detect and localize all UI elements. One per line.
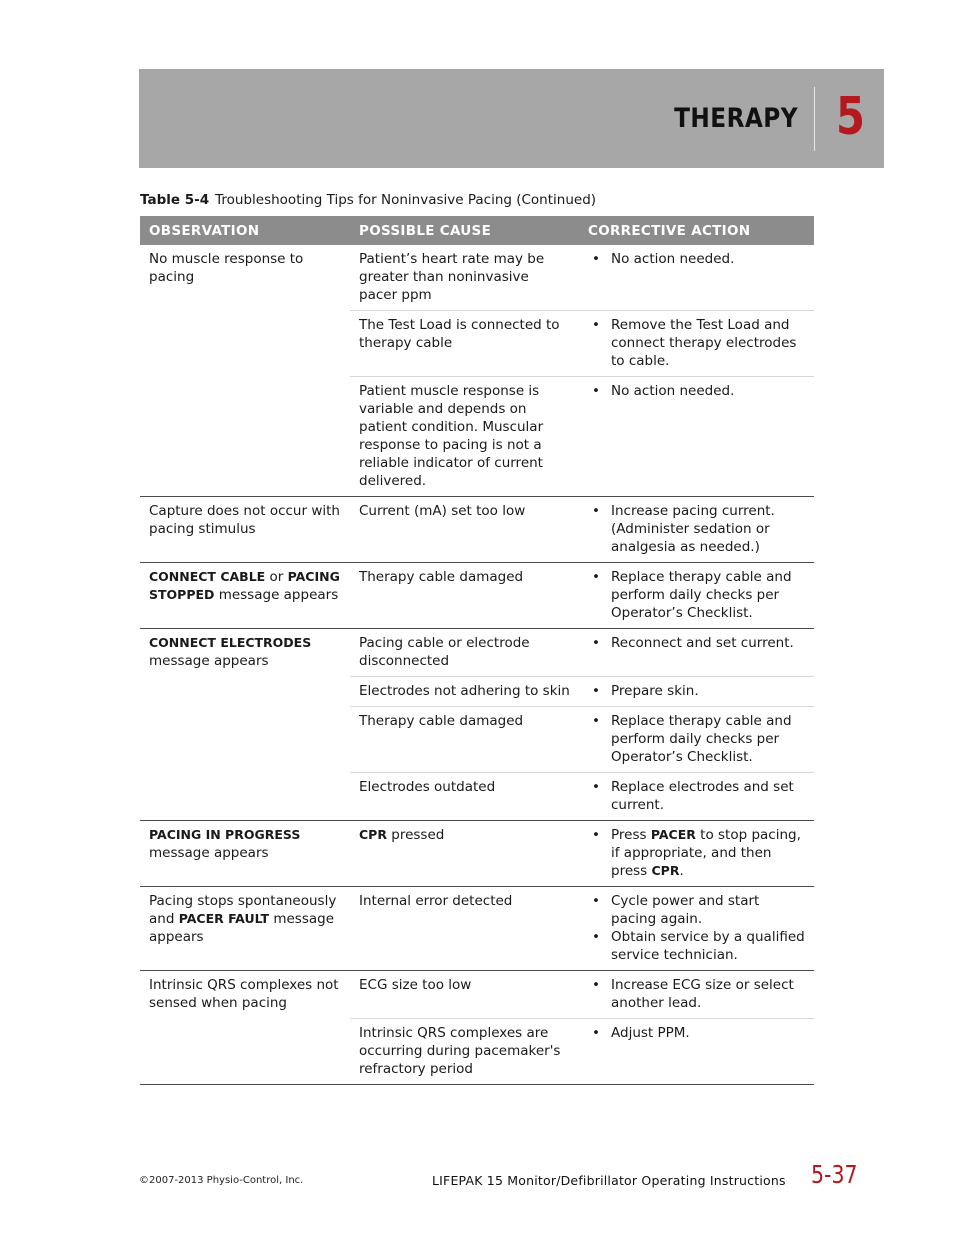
observation-cell [140, 821, 350, 887]
observation-cell [140, 629, 350, 821]
bullet-icon: • [592, 713, 600, 729]
observation-text: or [265, 569, 288, 585]
observation-text: message appears [149, 653, 269, 669]
cause-text: pressed [386, 827, 445, 843]
action-text: to stop pacing, if appropriate, and then press [611, 827, 801, 879]
action-text: No action needed. [611, 251, 735, 267]
action-cell [579, 563, 814, 629]
page-number: 5-37 [811, 1160, 858, 1189]
action-cell [579, 677, 814, 707]
action-item [588, 712, 805, 766]
bullet-icon: • [592, 569, 600, 585]
cause-cell: Pacing cable or electrode disconnected [359, 635, 530, 669]
cause-cell: Therapy cable damaged [350, 707, 579, 773]
chapter-header-band [139, 69, 884, 168]
chapter-divider [814, 87, 815, 151]
action-item [588, 502, 805, 556]
cause-cell: Therapy cable damaged [350, 563, 579, 629]
cause-cell: Patient muscle response is variable and depends on patient condition. Muscular response to pacing is not a reliable indicator of current delivered. [350, 377, 579, 497]
message-keyword: PACER FAULT [178, 911, 270, 926]
bullet-icon: • [592, 827, 600, 843]
bullet-icon: • [592, 1025, 600, 1041]
table-row [140, 821, 814, 887]
action-cell [579, 1019, 814, 1085]
observation-text: message appears [149, 845, 269, 861]
action-text: Adjust PPM. [611, 1025, 690, 1041]
table-caption [140, 192, 596, 208]
action-item [588, 316, 805, 370]
bullet-icon: • [592, 929, 600, 945]
observation-cell: Capture does not occur with pacing stimulus [140, 497, 350, 563]
cause-cell: Electrodes outdated [350, 773, 579, 821]
troubleshooting-table [140, 216, 814, 1085]
action-cell [579, 629, 814, 677]
action-text: Remove the Test Load and connect therapy electrodes to cable. [611, 317, 797, 369]
action-item [588, 1024, 805, 1042]
action-text: . [679, 863, 684, 879]
action-cell [579, 971, 814, 1019]
observation-text: Pacing stops spontaneously and [149, 893, 337, 927]
table-row [140, 563, 814, 629]
key-name: CPR [651, 863, 680, 878]
table-row [140, 245, 814, 311]
table-caption-text: Troubleshooting Tips for Noninvasive Pacing (Continued) [215, 192, 597, 208]
key-name: PACER [650, 827, 696, 842]
observation-text: message appears [149, 911, 335, 945]
message-keyword: PACING IN PROGRESS [149, 827, 301, 842]
column-header-possible-cause: POSSIBLE CAUSE [350, 216, 579, 245]
action-cell [579, 245, 814, 311]
column-header-observation: OBSERVATION [140, 216, 350, 245]
footer-copyright: ©2007-2013 Physio-Control, Inc. [139, 1175, 304, 1186]
chapter-title: THERAPY [674, 103, 798, 134]
observation-text: message appears [214, 587, 339, 603]
action-text: Cycle power and start pacing again. [611, 893, 760, 927]
key-name: CPR [359, 827, 387, 842]
bullet-icon: • [592, 779, 600, 795]
bullet-icon: • [592, 251, 600, 267]
cause-cell: The Test Load is connected to therapy cable [350, 311, 579, 377]
observation-cell [140, 887, 350, 971]
action-item [588, 928, 805, 964]
action-item [588, 250, 805, 268]
cause-cell: Electrodes not adhering to skin [350, 677, 579, 707]
action-text: Obtain service by a qualified service technician. [611, 929, 805, 963]
bullet-icon: • [592, 635, 600, 651]
action-text: Replace therapy cable and perform daily checks per Operator’s Checklist. [611, 569, 792, 621]
table-row [140, 497, 814, 563]
action-text: Increase ECG size or select another lead. [611, 977, 794, 1011]
action-item [588, 382, 805, 400]
bullet-icon: • [592, 317, 600, 333]
action-cell [579, 773, 814, 821]
action-cell [579, 377, 814, 497]
action-cell [579, 497, 814, 563]
action-item [588, 634, 805, 652]
action-text: Press [611, 827, 651, 843]
observation-cell [140, 563, 350, 629]
action-text: Replace therapy cable and perform daily checks per Operator’s Checklist. [611, 713, 792, 765]
action-item [588, 826, 805, 880]
footer-manual-title: LIFEPAK 15 Monitor/Defibrillator Operating Instructions [432, 1173, 786, 1188]
action-text: No action needed. [611, 383, 735, 399]
message-keyword: CONNECT ELECTRODES [149, 635, 312, 650]
action-cell [579, 887, 814, 971]
bullet-icon: • [592, 383, 600, 399]
cause-cell: Internal error detected [350, 887, 579, 971]
action-item [588, 976, 805, 1012]
action-text: Replace electrodes and set current. [611, 779, 794, 813]
action-item [588, 892, 805, 928]
chapter-number: 5 [836, 87, 865, 147]
cause-cell [350, 821, 579, 887]
bullet-icon: • [592, 683, 600, 699]
action-text: Reconnect and set current. [611, 635, 794, 651]
message-keyword: CONNECT CABLE [149, 569, 266, 584]
table-header-row [140, 216, 814, 245]
table-row [140, 887, 814, 971]
table-row [140, 629, 814, 677]
action-text: Prepare skin. [611, 683, 699, 699]
action-cell [579, 311, 814, 377]
action-item [588, 682, 805, 700]
bullet-icon: • [592, 503, 600, 519]
cause-cell: Current (mA) set too low [350, 497, 579, 563]
action-cell [579, 707, 814, 773]
table-row [140, 971, 814, 1019]
action-text: Increase pacing current. (Administer sedation or analgesia as needed.) [611, 503, 775, 555]
observation-cell: Intrinsic QRS complexes not sensed when pacing [140, 971, 350, 1085]
bullet-icon: • [592, 893, 600, 909]
cause-cell: Patient’s heart rate may be greater than noninvasive pacer ppm [359, 251, 545, 303]
table-caption-label: Table 5-4 [140, 192, 210, 208]
cause-cell: ECG size too low [359, 977, 472, 993]
cause-cell: Intrinsic QRS complexes are occurring during pacemaker's refractory period [350, 1019, 579, 1085]
message-keyword: PACING STOPPED [149, 569, 340, 602]
observation-cell: No muscle response to pacing [140, 245, 350, 497]
action-cell [579, 821, 814, 887]
bullet-icon: • [592, 977, 600, 993]
action-item [588, 568, 805, 622]
action-item [588, 778, 805, 814]
column-header-corrective-action: CORRECTIVE ACTION [579, 216, 814, 245]
